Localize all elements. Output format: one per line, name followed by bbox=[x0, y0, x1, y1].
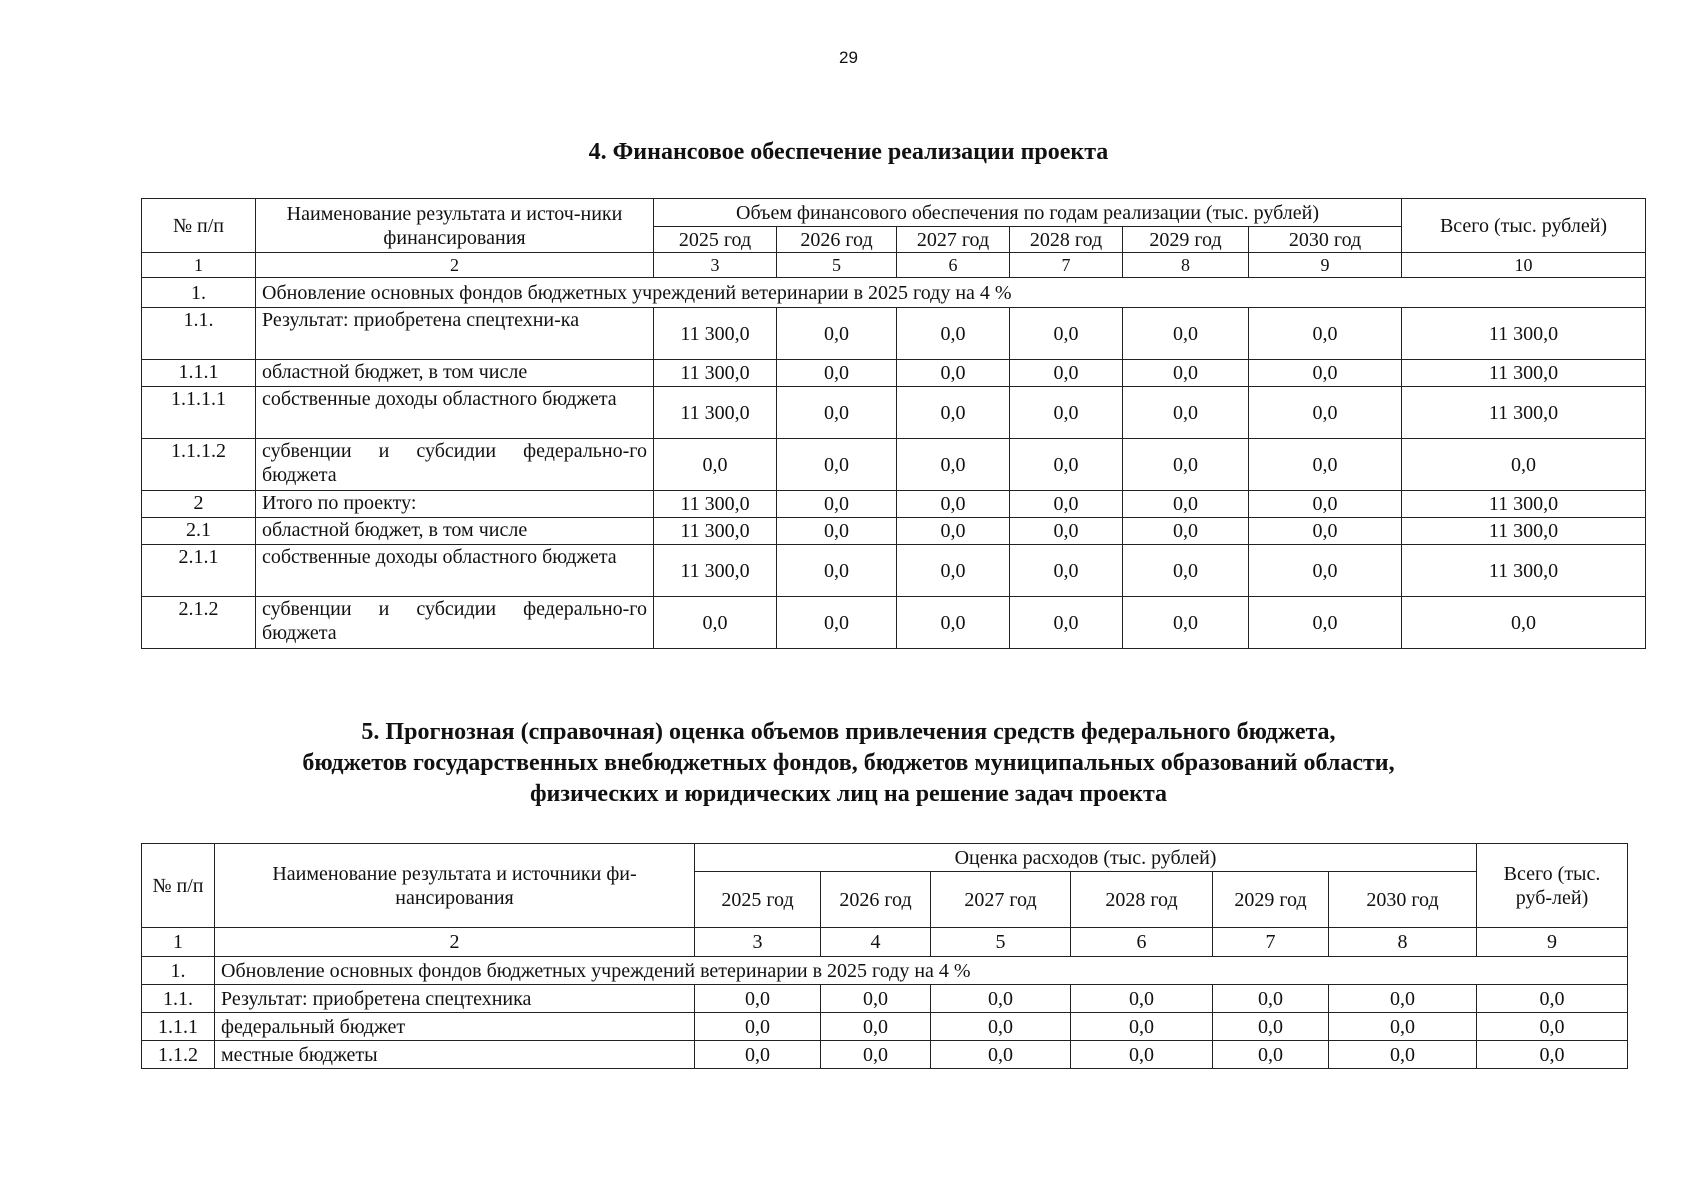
row-value: 11 300,0 bbox=[654, 387, 777, 439]
row-value: 0,0 bbox=[1249, 597, 1402, 649]
row-value: 0,0 bbox=[695, 1041, 821, 1069]
row-value: 0,0 bbox=[1249, 360, 1402, 387]
row-value: 0,0 bbox=[1010, 545, 1123, 597]
row-value: 11 300,0 bbox=[654, 491, 777, 518]
header-name: Наименование результата и источ-ники финансирования bbox=[256, 199, 654, 253]
row-name: Результат: приобретена спецтехни-ка bbox=[256, 308, 654, 360]
row-value: 0,0 bbox=[897, 597, 1010, 649]
column-number: 6 bbox=[1071, 928, 1213, 957]
row-value: 0,0 bbox=[1123, 545, 1249, 597]
row-num: 1.1.1.2 bbox=[142, 439, 256, 491]
table-row bbox=[142, 360, 1646, 387]
header-year: 2026 год bbox=[777, 227, 897, 253]
row-num: 2.1 bbox=[142, 518, 256, 545]
row-value: 0,0 bbox=[821, 1013, 931, 1041]
row-value: 0,0 bbox=[777, 545, 897, 597]
group-row-text: Обновление основных фондов бюджетных учреждений ветеринарии в 2025 году на 4 % bbox=[215, 957, 1628, 985]
header-year: 2028 год bbox=[1071, 872, 1213, 928]
header-year: 2027 год bbox=[897, 227, 1010, 253]
column-number: 2 bbox=[256, 253, 654, 278]
row-total: 0,0 bbox=[1477, 985, 1628, 1013]
financing-table bbox=[141, 198, 1646, 649]
row-value: 0,0 bbox=[654, 439, 777, 491]
row-value: 0,0 bbox=[1123, 439, 1249, 491]
row-value: 0,0 bbox=[654, 597, 777, 649]
column-number: 3 bbox=[695, 928, 821, 957]
row-value: 0,0 bbox=[777, 439, 897, 491]
row-value: 11 300,0 bbox=[654, 518, 777, 545]
page-number: 29 bbox=[839, 48, 858, 67]
row-name: местные бюджеты bbox=[215, 1041, 695, 1069]
row-total: 0,0 bbox=[1477, 1013, 1628, 1041]
row-value: 0,0 bbox=[931, 1041, 1071, 1069]
row-value: 0,0 bbox=[1010, 360, 1123, 387]
row-value: 0,0 bbox=[695, 985, 821, 1013]
row-value: 0,0 bbox=[897, 387, 1010, 439]
row-value: 0,0 bbox=[777, 387, 897, 439]
header-year: 2027 год bbox=[931, 872, 1071, 928]
header-year: 2029 год bbox=[1213, 872, 1329, 928]
row-value: 0,0 bbox=[897, 360, 1010, 387]
table-row bbox=[142, 439, 1646, 491]
header-year: 2030 год bbox=[1329, 872, 1477, 928]
row-value: 0,0 bbox=[897, 518, 1010, 545]
row-value: 0,0 bbox=[821, 1041, 931, 1069]
row-value: 0,0 bbox=[1123, 518, 1249, 545]
row-value: 0,0 bbox=[1071, 985, 1213, 1013]
table-row bbox=[142, 387, 1646, 439]
table-row bbox=[142, 545, 1646, 597]
row-value: 0,0 bbox=[1123, 360, 1249, 387]
row-value: 0,0 bbox=[1071, 1041, 1213, 1069]
header-year: 2028 год bbox=[1010, 227, 1123, 253]
column-number: 7 bbox=[1213, 928, 1329, 957]
row-value: 0,0 bbox=[1010, 491, 1123, 518]
row-num: 1.1.2 bbox=[142, 1041, 215, 1069]
row-value: 0,0 bbox=[1123, 491, 1249, 518]
row-value: 0,0 bbox=[1329, 1013, 1477, 1041]
row-total: 0,0 bbox=[1402, 597, 1646, 649]
column-number: 8 bbox=[1329, 928, 1477, 957]
row-value: 0,0 bbox=[695, 1013, 821, 1041]
header-estimate: Оценка расходов (тыс. рублей) bbox=[695, 844, 1477, 872]
row-value: 0,0 bbox=[1213, 985, 1329, 1013]
section-5-title-line-2: бюджетов государственных внебюджетных фондов, бюджетов муниципальных образований области, bbox=[302, 750, 1395, 776]
row-value: 0,0 bbox=[1249, 387, 1402, 439]
row-value: 11 300,0 bbox=[654, 308, 777, 360]
row-value: 0,0 bbox=[1249, 545, 1402, 597]
column-number: 2 bbox=[215, 928, 695, 957]
row-name: областной бюджет, в том числе bbox=[256, 360, 654, 387]
row-value: 0,0 bbox=[1329, 985, 1477, 1013]
row-value: 0,0 bbox=[897, 491, 1010, 518]
row-value: 0,0 bbox=[1010, 439, 1123, 491]
header-year: 2029 год bbox=[1123, 227, 1249, 253]
row-value: 0,0 bbox=[897, 439, 1010, 491]
section-5-title-line-1: 5. Прогнозная (справочная) оценка объемов привлечения средств федерального бюджета, bbox=[361, 719, 1336, 745]
row-total: 11 300,0 bbox=[1402, 545, 1646, 597]
row-num: 1.1.1 bbox=[142, 360, 256, 387]
table-row bbox=[142, 985, 1628, 1013]
row-value: 11 300,0 bbox=[654, 360, 777, 387]
row-total: 11 300,0 bbox=[1402, 360, 1646, 387]
header-name: Наименование результата и источники фи-нансирования bbox=[215, 844, 695, 928]
header-num: № п/п bbox=[142, 844, 215, 928]
column-number: 8 bbox=[1123, 253, 1249, 278]
header-year: 2026 год bbox=[821, 872, 931, 928]
row-num: 1.1.1 bbox=[142, 1013, 215, 1041]
header-year: 2025 год bbox=[654, 227, 777, 253]
row-value: 0,0 bbox=[1010, 387, 1123, 439]
row-num: 2 bbox=[142, 491, 256, 518]
row-num: 2.1.2 bbox=[142, 597, 256, 649]
column-number: 7 bbox=[1010, 253, 1123, 278]
table-row bbox=[142, 1041, 1628, 1069]
row-value: 11 300,0 bbox=[654, 545, 777, 597]
row-value: 0,0 bbox=[1249, 491, 1402, 518]
section-4-title: 4. Финансовое обеспечение реализации проекта bbox=[588, 139, 1109, 165]
column-number: 1 bbox=[142, 253, 256, 278]
table-row bbox=[142, 491, 1646, 518]
row-value: 0,0 bbox=[1123, 308, 1249, 360]
row-name: собственные доходы областного бюджета bbox=[256, 545, 654, 597]
column-number: 4 bbox=[821, 928, 931, 957]
row-name: Результат: приобретена спецтехника bbox=[215, 985, 695, 1013]
column-number: 5 bbox=[777, 253, 897, 278]
row-value: 0,0 bbox=[931, 985, 1071, 1013]
header-year: 2030 год bbox=[1249, 227, 1402, 253]
forecast-table bbox=[141, 843, 1628, 1069]
row-value: 0,0 bbox=[1010, 518, 1123, 545]
section-5-title-line-3: физических и юридических лиц на решение задач проекта bbox=[529, 781, 1168, 807]
row-value: 0,0 bbox=[1123, 387, 1249, 439]
column-number: 1 bbox=[142, 928, 215, 957]
row-total: 11 300,0 bbox=[1402, 518, 1646, 545]
row-num: 1.1. bbox=[142, 308, 256, 360]
row-value: 0,0 bbox=[821, 985, 931, 1013]
row-value: 0,0 bbox=[897, 308, 1010, 360]
row-value: 0,0 bbox=[1123, 597, 1249, 649]
row-name: субвенции и субсидии федерально-го бюджета bbox=[256, 597, 654, 649]
row-value: 0,0 bbox=[1010, 597, 1123, 649]
row-total: 11 300,0 bbox=[1402, 491, 1646, 518]
row-total: 0,0 bbox=[1477, 1041, 1628, 1069]
header-num: № п/п bbox=[142, 199, 256, 253]
column-number: 9 bbox=[1249, 253, 1402, 278]
header-total: Всего (тыс. рублей) bbox=[1402, 199, 1646, 253]
row-num: 2.1.1 bbox=[142, 545, 256, 597]
table-row bbox=[142, 308, 1646, 360]
table-row bbox=[142, 518, 1646, 545]
row-total: 11 300,0 bbox=[1402, 387, 1646, 439]
column-number: 5 bbox=[931, 928, 1071, 957]
row-value: 0,0 bbox=[777, 597, 897, 649]
row-total: 0,0 bbox=[1402, 439, 1646, 491]
row-num: 1.1.1.1 bbox=[142, 387, 256, 439]
row-num: 1.1. bbox=[142, 985, 215, 1013]
row-name: субвенции и субсидии федерально-го бюджета bbox=[256, 439, 654, 491]
group-row-text: Обновление основных фондов бюджетных учреждений ветеринарии в 2025 году на 4 % bbox=[256, 278, 1646, 308]
group-row-num: 1. bbox=[142, 278, 256, 308]
row-value: 0,0 bbox=[897, 545, 1010, 597]
row-value: 0,0 bbox=[1213, 1013, 1329, 1041]
row-value: 0,0 bbox=[1249, 518, 1402, 545]
row-value: 0,0 bbox=[1071, 1013, 1213, 1041]
group-row-num: 1. bbox=[142, 957, 215, 985]
row-value: 0,0 bbox=[777, 308, 897, 360]
row-value: 0,0 bbox=[1010, 308, 1123, 360]
row-name: федеральный бюджет bbox=[215, 1013, 695, 1041]
section-5-title bbox=[0, 717, 1697, 810]
table-row bbox=[142, 1013, 1628, 1041]
row-value: 0,0 bbox=[777, 518, 897, 545]
header-volume: Объем финансового обеспечения по годам реализации (тыс. рублей) bbox=[654, 199, 1402, 227]
row-value: 0,0 bbox=[931, 1013, 1071, 1041]
column-number: 6 bbox=[897, 253, 1010, 278]
row-total: 11 300,0 bbox=[1402, 308, 1646, 360]
row-value: 0,0 bbox=[1329, 1041, 1477, 1069]
row-value: 0,0 bbox=[777, 491, 897, 518]
row-name: собственные доходы областного бюджета bbox=[256, 387, 654, 439]
column-number: 3 bbox=[654, 253, 777, 278]
table-row bbox=[142, 597, 1646, 649]
column-number: 10 bbox=[1402, 253, 1646, 278]
row-value: 0,0 bbox=[1213, 1041, 1329, 1069]
row-value: 0,0 bbox=[1249, 308, 1402, 360]
row-name: Итого по проекту: bbox=[256, 491, 654, 518]
column-number: 9 bbox=[1477, 928, 1628, 957]
row-name: областной бюджет, в том числе bbox=[256, 518, 654, 545]
row-value: 0,0 bbox=[1249, 439, 1402, 491]
header-year: 2025 год bbox=[695, 872, 821, 928]
row-value: 0,0 bbox=[777, 360, 897, 387]
header-total: Всего (тыс. руб-лей) bbox=[1477, 844, 1628, 928]
